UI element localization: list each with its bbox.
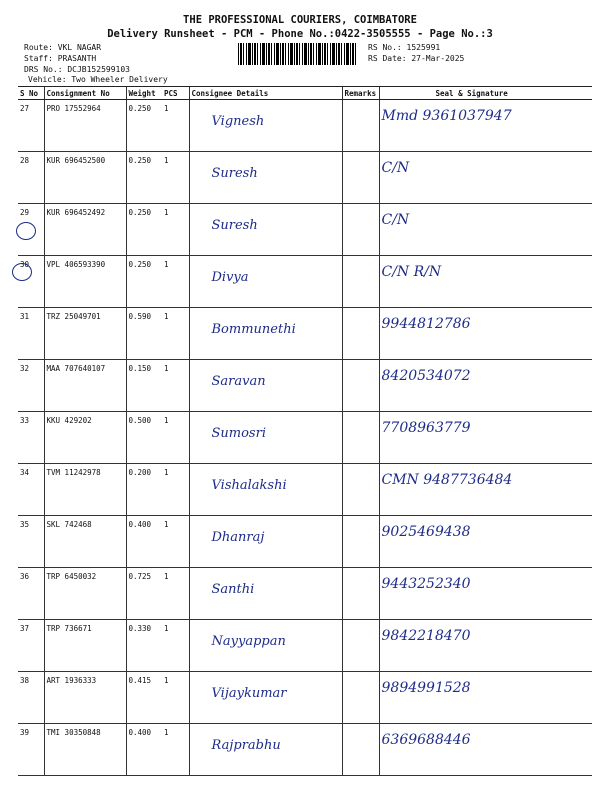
row-consignee: Santhi <box>189 568 342 620</box>
col-consignment: Consignment No <box>44 87 126 100</box>
row-remarks <box>342 724 379 776</box>
row-sno: 36 <box>18 568 44 620</box>
barcode-image <box>238 43 358 65</box>
rs-date-label: RS Date: 27-Mar-2025 <box>368 54 465 63</box>
row-weight: 0.250 <box>126 152 162 204</box>
row-consignment-no: ART 1936333 <box>44 672 126 724</box>
row-consignment-no: SKL 742468 <box>44 516 126 568</box>
row-consignee: Dhanraj <box>189 516 342 568</box>
table-row <box>18 100 592 152</box>
row-signature: 9842218470 <box>379 620 592 672</box>
row-consignee: Suresh <box>189 152 342 204</box>
table-row <box>18 360 592 412</box>
row-signature: C/N <box>379 152 592 204</box>
row-pcs: 1 <box>162 620 189 672</box>
row-signature: C/N <box>379 204 592 256</box>
table-header-row <box>18 87 592 100</box>
sno-circle-mark <box>12 263 32 281</box>
row-consignee: Saravan <box>189 360 342 412</box>
runsheet-subtitle: Delivery Runsheet - PCM - Phone No.:0422-3505555 - Page No.:3 <box>107 28 493 40</box>
row-sno: 35 <box>18 516 44 568</box>
row-consignment-no: KKU 429202 <box>44 412 126 464</box>
row-signature: 9944812786 <box>379 308 592 360</box>
table-row <box>18 256 592 308</box>
row-weight: 0.590 <box>126 308 162 360</box>
row-remarks <box>342 672 379 724</box>
row-weight: 0.725 <box>126 568 162 620</box>
row-pcs: 1 <box>162 672 189 724</box>
row-signature: Mmd 9361037947 <box>379 100 592 152</box>
sno-circle-mark <box>16 222 36 240</box>
row-consignment-no: KUR 696452492 <box>44 204 126 256</box>
row-consignment-no: TRP 736671 <box>44 620 126 672</box>
row-sno: 34 <box>18 464 44 516</box>
row-sno: 39 <box>18 724 44 776</box>
row-signature: C/N R/N <box>379 256 592 308</box>
row-weight: 0.400 <box>126 724 162 776</box>
company-title: THE PROFESSIONAL COURIERS, COIMBATORE <box>183 14 417 26</box>
row-pcs: 1 <box>162 568 189 620</box>
route-label: Route: VKL NAGAR <box>24 43 102 52</box>
row-consignee: Bommunethi <box>189 308 342 360</box>
row-consignee: Nayyappan <box>189 620 342 672</box>
row-remarks <box>342 100 379 152</box>
row-consignment-no: TRP 6450032 <box>44 568 126 620</box>
row-sno: 29 <box>18 204 44 256</box>
row-sno: 31 <box>18 308 44 360</box>
vehicle-label: Vehicle: Two Wheeler Delivery <box>28 75 168 84</box>
table-row <box>18 412 592 464</box>
runsheet-table <box>18 86 592 776</box>
row-remarks <box>342 204 379 256</box>
col-sno: S No <box>18 87 44 100</box>
row-remarks <box>342 412 379 464</box>
row-consignment-no: VPL 406593390 <box>44 256 126 308</box>
row-pcs: 1 <box>162 100 189 152</box>
table-row <box>18 724 592 776</box>
col-consignee: Consignee Details <box>189 87 342 100</box>
row-weight: 0.400 <box>126 516 162 568</box>
row-pcs: 1 <box>162 464 189 516</box>
row-signature: 8420534072 <box>379 360 592 412</box>
row-pcs: 1 <box>162 724 189 776</box>
table-row <box>18 568 592 620</box>
table-row <box>18 464 592 516</box>
row-consignee: Divya <box>189 256 342 308</box>
table-row <box>18 204 592 256</box>
row-consignee: Vishalakshi <box>189 464 342 516</box>
row-sno: 27 <box>18 100 44 152</box>
col-signature: Seal & Signature <box>379 87 592 100</box>
row-remarks <box>342 256 379 308</box>
row-consignee: Suresh <box>189 204 342 256</box>
row-consignment-no: PRO 17552964 <box>44 100 126 152</box>
row-sno: 33 <box>18 412 44 464</box>
row-consignment-no: TRZ 25049701 <box>44 308 126 360</box>
row-pcs: 1 <box>162 204 189 256</box>
col-remarks: Remarks <box>342 87 379 100</box>
row-weight: 0.250 <box>126 256 162 308</box>
row-remarks <box>342 308 379 360</box>
row-sno: 28 <box>18 152 44 204</box>
row-sno: 30 <box>18 256 44 308</box>
row-signature: CMN 9487736484 <box>379 464 592 516</box>
row-remarks <box>342 516 379 568</box>
row-weight: 0.500 <box>126 412 162 464</box>
table-row <box>18 620 592 672</box>
row-weight: 0.250 <box>126 100 162 152</box>
row-pcs: 1 <box>162 516 189 568</box>
row-remarks <box>342 620 379 672</box>
row-remarks <box>342 464 379 516</box>
row-pcs: 1 <box>162 256 189 308</box>
row-consignment-no: MAA 707640107 <box>44 360 126 412</box>
row-remarks <box>342 568 379 620</box>
row-signature: 7708963779 <box>379 412 592 464</box>
row-pcs: 1 <box>162 308 189 360</box>
row-signature: 9443252340 <box>379 568 592 620</box>
row-signature: 6369688446 <box>379 724 592 776</box>
row-weight: 0.330 <box>126 620 162 672</box>
rs-no-label: RS No.: 1525991 <box>368 43 441 52</box>
row-consignment-no: TMI 30350848 <box>44 724 126 776</box>
row-pcs: 1 <box>162 412 189 464</box>
row-pcs: 1 <box>162 360 189 412</box>
row-sno: 32 <box>18 360 44 412</box>
row-signature: 9894991528 <box>379 672 592 724</box>
row-consignee: Vijaykumar <box>189 672 342 724</box>
table-row <box>18 672 592 724</box>
col-weight: Weight <box>126 87 162 100</box>
row-signature: 9025469438 <box>379 516 592 568</box>
drs-label: DRS No.: DCJB152599103 <box>24 65 130 74</box>
row-consignee: Sumosri <box>189 412 342 464</box>
table-row <box>18 308 592 360</box>
row-weight: 0.200 <box>126 464 162 516</box>
staff-label: Staff: PRASANTH <box>24 54 97 63</box>
row-sno: 37 <box>18 620 44 672</box>
row-consignee: Rajprabhu <box>189 724 342 776</box>
row-weight: 0.250 <box>126 204 162 256</box>
row-consignment-no: TVM 11242978 <box>44 464 126 516</box>
col-pcs: PCS <box>162 87 189 100</box>
table-row <box>18 516 592 568</box>
row-consignment-no: KUR 696452500 <box>44 152 126 204</box>
row-weight: 0.415 <box>126 672 162 724</box>
row-weight: 0.150 <box>126 360 162 412</box>
row-remarks <box>342 360 379 412</box>
table-row <box>18 152 592 204</box>
row-pcs: 1 <box>162 152 189 204</box>
row-sno: 38 <box>18 672 44 724</box>
row-consignee: Vignesh <box>189 100 342 152</box>
row-remarks <box>342 152 379 204</box>
